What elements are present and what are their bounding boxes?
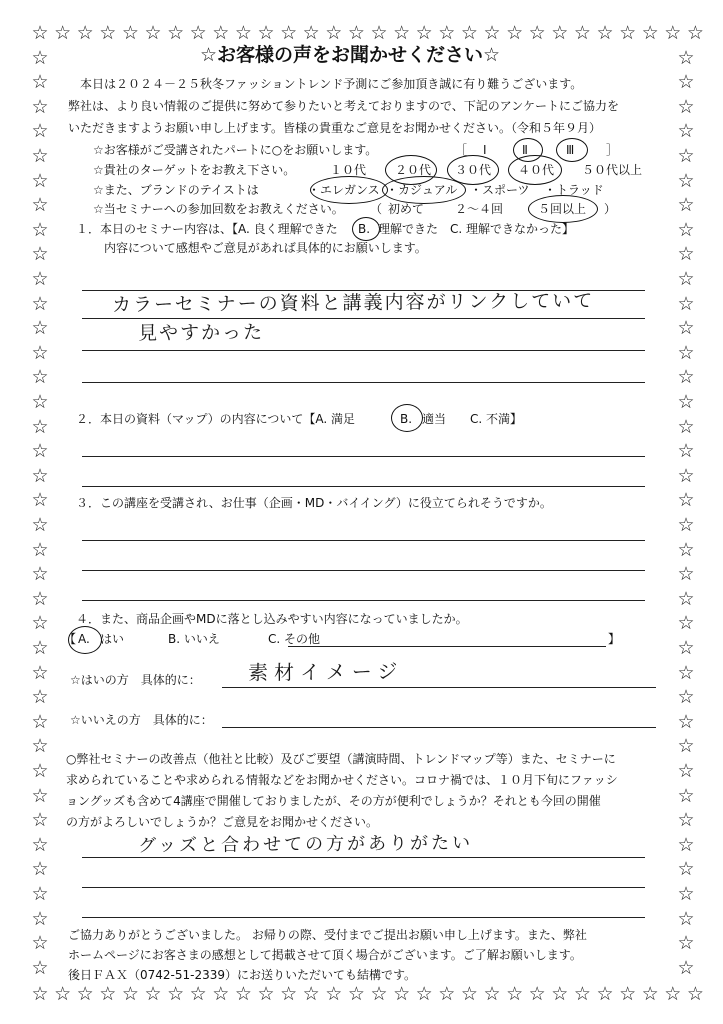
- star-outline-icon: ☆: [664, 983, 682, 1005]
- star-outline-icon: ☆: [31, 809, 49, 832]
- count-question-label: ☆当セミナーへの参加回数をお教えください。: [93, 202, 344, 216]
- star-outline-icon: ☆: [677, 268, 695, 290]
- page-title: ☆お客様の声をお聞かせください☆: [200, 44, 501, 66]
- star-outline-icon: ☆: [31, 858, 49, 881]
- star-outline-icon: ☆: [677, 440, 695, 463]
- star-outline-icon: ☆: [99, 22, 117, 44]
- star-outline-icon: ☆: [686, 983, 704, 1005]
- q4-option-c[interactable]: C. その他: [268, 632, 321, 646]
- q4-text: ４．また、商品企画やMDに落とし込みやすい内容になっていましたか。: [76, 612, 468, 626]
- star-outline-icon: ☆: [31, 46, 49, 69]
- star-outline-icon: ☆: [370, 983, 388, 1005]
- intro-line-1: 本日は２０２４－２５秋冬ファッショントレンド予測にご参加頂き誠に有り難うございます。: [80, 77, 583, 91]
- star-outline-icon: ☆: [31, 956, 49, 979]
- star-outline-icon: ☆: [573, 22, 591, 44]
- star-outline-icon: ☆: [31, 983, 49, 1005]
- star-outline-icon: ☆: [677, 366, 695, 389]
- star-outline-icon: ☆: [31, 514, 49, 536]
- star-outline-icon: ☆: [212, 22, 230, 44]
- count-option-5plus-circle: [528, 195, 598, 223]
- footer-line-3: 後日ＦＡＸ（0742-51-2339）にお送りいただいても結構です。: [68, 968, 417, 982]
- star-outline-icon: ☆: [506, 22, 524, 44]
- star-outline-icon: ☆: [31, 341, 49, 364]
- star-outline-icon: ☆: [325, 983, 343, 1005]
- star-outline-icon: ☆: [393, 983, 411, 1005]
- star-outline-icon: ☆: [677, 710, 695, 733]
- star-outline-icon: ☆: [677, 169, 695, 192]
- q5-line-3: ョングッズも含めて4講座で開催しておりましたが、その方が便利でしょうか？それとも今回の開催: [66, 794, 601, 808]
- star-outline-icon: ☆: [619, 983, 637, 1005]
- q2-text: ２．本日の資料（マップ）の内容について【A. 満足: [76, 412, 356, 426]
- star-outline-icon: ☆: [619, 22, 637, 44]
- q1-answer-line-4: [82, 382, 645, 383]
- star-outline-icon: ☆: [677, 317, 695, 340]
- star-outline-icon: ☆: [121, 22, 139, 44]
- star-outline-icon: ☆: [415, 22, 433, 44]
- star-outline-icon: ☆: [677, 538, 695, 561]
- star-outline-icon: ☆: [677, 46, 695, 69]
- q5-answer-line-1: [82, 857, 645, 858]
- star-outline-icon: ☆: [31, 243, 49, 266]
- q2-text-rest: 適当 C. 不満】: [422, 412, 523, 426]
- star-outline-icon: ☆: [31, 218, 49, 241]
- taste-option-trad[interactable]: ・トラッド: [544, 183, 604, 197]
- star-outline-icon: ☆: [31, 710, 49, 733]
- star-outline-icon: ☆: [677, 637, 695, 659]
- star-outline-icon: ☆: [438, 22, 456, 44]
- star-outline-icon: ☆: [144, 22, 162, 44]
- count-option-first[interactable]: 初めて: [388, 202, 425, 216]
- star-outline-icon: ☆: [31, 415, 49, 438]
- q1-choice-b-circle: [352, 217, 380, 241]
- q4-no-answer-line: [222, 727, 656, 728]
- taste-option-casual-circle: [382, 176, 466, 204]
- star-outline-icon: ☆: [551, 22, 569, 44]
- star-outline-icon: ☆: [31, 464, 49, 487]
- q1-choice-b[interactable]: B.: [358, 222, 371, 236]
- star-outline-icon: ☆: [31, 317, 49, 340]
- star-outline-icon: ☆: [528, 983, 546, 1005]
- taste-option-elegance-circle: [310, 176, 388, 204]
- star-outline-icon: ☆: [31, 883, 49, 905]
- q4-option-b[interactable]: B. いいえ: [168, 632, 220, 646]
- star-outline-icon: ☆: [31, 489, 49, 512]
- q4-no-label: ☆いいえの方 具体的に：: [70, 713, 213, 727]
- target-option-50s-plus[interactable]: ５０代以上: [582, 163, 643, 177]
- target-option-40s[interactable]: ４０代: [518, 163, 555, 177]
- taste-option-sports[interactable]: ・スポーツ: [470, 183, 530, 197]
- star-outline-icon: ☆: [677, 907, 695, 930]
- taste-option-elegance[interactable]: ・エレガンス: [308, 183, 380, 197]
- star-outline-icon: ☆: [677, 194, 695, 217]
- part-option-3[interactable]: Ⅲ: [566, 143, 575, 157]
- star-outline-icon: ☆: [438, 983, 456, 1005]
- star-outline-icon: ☆: [596, 983, 614, 1005]
- q4-bracket-close: 】: [608, 632, 621, 646]
- q5-line-1: ○弊社セミナーの改善点（他社と比較）及びご要望（講演時間、トレンドマップ等）また、セミナーに: [66, 752, 616, 766]
- star-outline-icon: ☆: [31, 391, 49, 413]
- star-outline-icon: ☆: [167, 22, 185, 44]
- star-outline-icon: ☆: [325, 22, 343, 44]
- target-question-label: ☆貴社のターゲットをお教え下さい。: [93, 163, 296, 177]
- star-outline-icon: ☆: [31, 932, 49, 955]
- star-outline-icon: ☆: [31, 784, 49, 807]
- star-outline-icon: ☆: [506, 983, 524, 1005]
- q5-handwritten-answer: グッズと合わせての方がありがたい: [137, 832, 474, 857]
- star-outline-icon: ☆: [677, 784, 695, 807]
- star-outline-icon: ☆: [31, 760, 49, 782]
- star-outline-icon: ☆: [677, 883, 695, 905]
- star-outline-icon: ☆: [415, 983, 433, 1005]
- q3-answer-line-3: [82, 600, 645, 601]
- star-outline-icon: ☆: [677, 243, 695, 266]
- star-outline-icon: ☆: [347, 22, 365, 44]
- q4-bracket-open: 【: [64, 632, 77, 646]
- star-outline-icon: ☆: [460, 983, 478, 1005]
- star-outline-icon: ☆: [31, 612, 49, 635]
- star-outline-icon: ☆: [347, 983, 365, 1005]
- star-outline-icon: ☆: [677, 415, 695, 438]
- q4-option-a[interactable]: A.: [78, 632, 90, 646]
- star-outline-icon: ☆: [257, 22, 275, 44]
- star-outline-icon: ☆: [31, 95, 49, 118]
- star-outline-icon: ☆: [677, 218, 695, 241]
- star-outline-icon: ☆: [677, 612, 695, 635]
- part-question-label: ☆お客様がご受講されたパートに○をお願いします。: [93, 143, 378, 157]
- star-outline-icon: ☆: [31, 538, 49, 561]
- star-outline-icon: ☆: [167, 983, 185, 1005]
- star-outline-icon: ☆: [677, 514, 695, 536]
- star-outline-icon: ☆: [54, 22, 72, 44]
- q5-line-2: 求められていることや求められる情報などをお聞かせください。コロナ禍では、１０月下旬にファッシ: [66, 773, 618, 787]
- part-bracket-close: ］: [606, 143, 619, 157]
- count-option-5plus[interactable]: ５回以上: [538, 202, 587, 216]
- target-option-10s[interactable]: １０代: [330, 163, 367, 177]
- star-outline-icon: ☆: [31, 833, 49, 856]
- q4-yes-answer-line: [222, 687, 656, 688]
- star-outline-icon: ☆: [677, 661, 695, 684]
- taste-question-label: ☆また、ブランドのテイストは: [93, 183, 259, 197]
- star-outline-icon: ☆: [551, 983, 569, 1005]
- star-outline-icon: ☆: [54, 983, 72, 1005]
- q4-yes-label: ☆はいの方 具体的に：: [70, 673, 201, 687]
- star-outline-icon: ☆: [212, 983, 230, 1005]
- star-outline-icon: ☆: [677, 563, 695, 586]
- star-outline-icon: ☆: [573, 983, 591, 1005]
- q1-answer-line-3: [82, 350, 645, 351]
- target-option-20s[interactable]: ２０代: [395, 163, 432, 177]
- q5-answer-line-2: [82, 887, 645, 888]
- star-outline-icon: ☆: [677, 833, 695, 856]
- star-outline-icon: ☆: [31, 637, 49, 659]
- star-outline-icon: ☆: [677, 932, 695, 955]
- star-outline-icon: ☆: [302, 983, 320, 1005]
- star-outline-icon: ☆: [677, 956, 695, 979]
- q1-comment-prompt: 内容について感想やご意見があれば具体的にお願いします。: [104, 241, 427, 255]
- star-outline-icon: ☆: [234, 22, 252, 44]
- part-option-3-circle: [556, 138, 588, 162]
- star-outline-icon: ☆: [31, 292, 49, 315]
- star-outline-icon: ☆: [189, 22, 207, 44]
- star-outline-icon: ☆: [677, 489, 695, 512]
- star-outline-icon: ☆: [677, 95, 695, 118]
- star-outline-icon: ☆: [677, 464, 695, 487]
- q1-handwritten-answer-1: カラーセミナーの資料と講義内容がリンクしていて: [111, 289, 595, 317]
- star-outline-icon: ☆: [234, 983, 252, 1005]
- star-outline-icon: ☆: [31, 440, 49, 463]
- intro-line-3: いただきますようお願い申し上げます。皆様の貴重なご意見をお聞かせください。（令和５年９月）: [68, 121, 602, 135]
- star-outline-icon: ☆: [189, 983, 207, 1005]
- star-outline-icon: ☆: [31, 194, 49, 217]
- star-outline-icon: ☆: [31, 169, 49, 192]
- q4-option-a-circle: [68, 626, 102, 654]
- star-outline-icon: ☆: [528, 22, 546, 44]
- q5-line-4: の方がよろしいでしょうか？ご意見をお聞かせください。: [66, 815, 379, 829]
- target-option-40s-circle: [508, 155, 562, 185]
- star-outline-icon: ☆: [677, 145, 695, 167]
- star-outline-icon: ☆: [31, 22, 49, 44]
- q4-option-a-text: はい: [100, 632, 125, 646]
- q2-answer-line-2: [82, 486, 645, 487]
- q4-yes-handwritten-answer: 素材イメージ: [247, 659, 404, 685]
- star-outline-icon: ☆: [677, 71, 695, 94]
- q1-text-rest: 理解できた C. 理解できなかった】: [378, 222, 575, 236]
- star-outline-icon: ☆: [370, 22, 388, 44]
- star-outline-icon: ☆: [31, 366, 49, 389]
- star-outline-icon: ☆: [677, 292, 695, 315]
- star-outline-icon: ☆: [677, 686, 695, 709]
- star-outline-icon: ☆: [641, 983, 659, 1005]
- footer-line-2: ホームページにお客さまの感想として掲載させて頂く場合がございます。ご了解お願いします。: [68, 948, 582, 962]
- star-outline-icon: ☆: [641, 22, 659, 44]
- q3-answer-line-2: [82, 570, 645, 571]
- star-outline-icon: ☆: [677, 391, 695, 413]
- q1-handwritten-answer-2: 見やすかった: [137, 321, 265, 345]
- q2-answer-line-1: [82, 456, 645, 457]
- star-outline-icon: ☆: [393, 22, 411, 44]
- q2-choice-b[interactable]: B.: [400, 412, 413, 426]
- star-outline-icon: ☆: [677, 120, 695, 143]
- star-outline-icon: ☆: [31, 907, 49, 930]
- star-outline-icon: ☆: [280, 983, 298, 1005]
- star-outline-icon: ☆: [302, 22, 320, 44]
- footer-line-1: ご協力ありがとうございました。 お帰りの際、受付までご提出お願い申し上げます。また、弊社: [68, 928, 587, 942]
- q3-text: ３．この講座を受講され、お仕事（企画・MD・バイイング）に役立てられそうですか。: [76, 496, 552, 510]
- star-outline-icon: ☆: [677, 735, 695, 758]
- star-outline-icon: ☆: [677, 760, 695, 782]
- star-outline-icon: ☆: [596, 22, 614, 44]
- star-outline-icon: ☆: [76, 983, 94, 1005]
- count-option-2to4[interactable]: ２～４回: [455, 202, 504, 216]
- q1-text: １．本日のセミナー内容は、【A. 良く理解できた: [76, 222, 338, 236]
- star-outline-icon: ☆: [121, 983, 139, 1005]
- count-close-paren: ）: [604, 202, 617, 216]
- part-option-1[interactable]: Ⅰ: [483, 143, 487, 157]
- star-outline-icon: ☆: [99, 983, 117, 1005]
- star-outline-icon: ☆: [280, 22, 298, 44]
- taste-option-casual[interactable]: ・カジュアル: [386, 183, 458, 197]
- star-outline-icon: ☆: [664, 22, 682, 44]
- star-outline-icon: ☆: [31, 145, 49, 167]
- count-open-paren: （: [370, 202, 383, 216]
- star-outline-icon: ☆: [31, 71, 49, 94]
- q2-choice-b-circle: [391, 404, 423, 432]
- star-outline-icon: ☆: [677, 341, 695, 364]
- star-outline-icon: ☆: [31, 120, 49, 143]
- star-outline-icon: ☆: [483, 983, 501, 1005]
- star-outline-icon: ☆: [31, 735, 49, 758]
- star-outline-icon: ☆: [31, 661, 49, 684]
- intro-line-2: 弊社は、より良い情報のご提供に努めて参りたいと考えておりますので、下記のアンケートにご協力を: [68, 99, 620, 113]
- star-outline-icon: ☆: [31, 587, 49, 610]
- q3-answer-line-1: [82, 540, 645, 541]
- q5-answer-line-3: [82, 917, 645, 918]
- star-outline-icon: ☆: [677, 587, 695, 610]
- star-outline-icon: ☆: [31, 268, 49, 290]
- star-outline-icon: ☆: [677, 858, 695, 881]
- target-option-30s[interactable]: ３０代: [455, 163, 492, 177]
- part-bracket-open: ［: [455, 143, 468, 157]
- star-outline-icon: ☆: [686, 22, 704, 44]
- star-outline-icon: ☆: [31, 686, 49, 709]
- star-outline-icon: ☆: [31, 563, 49, 586]
- star-outline-icon: ☆: [483, 22, 501, 44]
- star-outline-icon: ☆: [677, 809, 695, 832]
- star-outline-icon: ☆: [460, 22, 478, 44]
- part-option-2[interactable]: Ⅱ: [522, 143, 528, 157]
- star-outline-icon: ☆: [76, 22, 94, 44]
- star-outline-icon: ☆: [257, 983, 275, 1005]
- q4-other-line: [288, 646, 606, 647]
- star-outline-icon: ☆: [144, 983, 162, 1005]
